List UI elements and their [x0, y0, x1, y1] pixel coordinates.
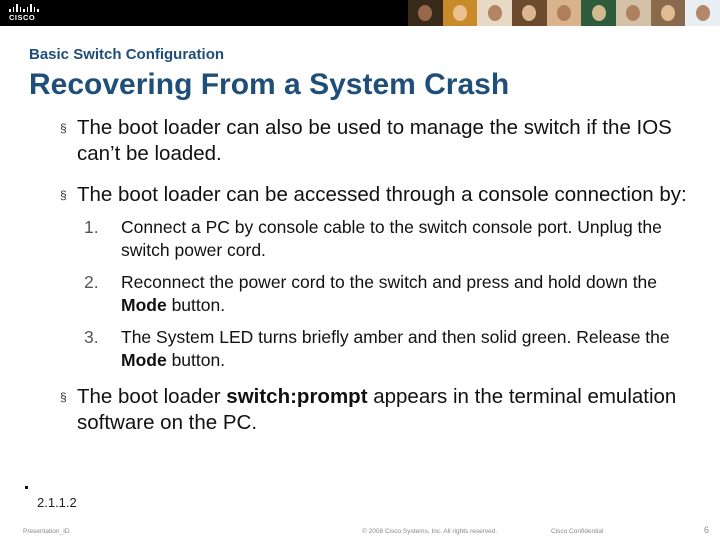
bullet-icon: §	[60, 121, 67, 135]
bullet-text-post: appears in the terminal emulation software on the PC.	[77, 385, 677, 434]
header-band	[0, 0, 720, 26]
header-photo	[477, 0, 512, 26]
curriculum-reference: 2.1.1.2	[37, 495, 77, 510]
step-text: Connect a PC by console cable to the switch console port. Unplug the switch power cord.	[121, 217, 662, 260]
person-face-icon	[592, 5, 606, 21]
cisco-bridge-icon	[9, 4, 41, 12]
small-dot	[25, 486, 28, 489]
step-text-bold: Mode	[121, 295, 167, 315]
slide-title: Recovering From a System Crash	[29, 68, 510, 101]
logo-text: CISCO	[9, 13, 36, 22]
step-item	[84, 216, 698, 262]
header-photo	[581, 0, 616, 26]
step-text-pre: The System LED turns briefly amber and then solid green. Release the	[121, 327, 670, 347]
bullet-text-pre: The boot loader	[77, 385, 227, 408]
step-number: 3.	[84, 327, 99, 347]
bullet-item	[58, 384, 698, 436]
bullet-text: The boot loader can be accessed through a console connection by:	[77, 183, 687, 206]
person-face-icon	[488, 5, 502, 21]
step-text-pre: Reconnect the power cord to the switch and press and hold down the	[121, 272, 658, 292]
bullet-item	[58, 115, 698, 167]
footer-copyright: © 2008 Cisco Systems, Inc. All rights reserved.	[362, 528, 498, 535]
header-photo	[685, 0, 720, 26]
header-photo	[616, 0, 651, 26]
step-number: 1.	[84, 217, 99, 237]
person-face-icon	[661, 5, 675, 21]
footer-confidential: Cisco Confidential	[551, 528, 604, 535]
step-text-post: button.	[166, 295, 226, 315]
slide-content	[58, 115, 698, 436]
header-photo	[408, 0, 443, 26]
header-photo	[512, 0, 547, 26]
bullet-text: The boot loader can also be used to manage the switch if the IOS can’t be loaded.	[77, 116, 672, 165]
person-face-icon	[557, 5, 571, 21]
header-photo-strip	[408, 0, 720, 26]
bullet-text-bold: switch:prompt	[226, 385, 368, 408]
numbered-steps	[84, 216, 698, 372]
page-number: 6	[704, 525, 710, 535]
step-item	[84, 271, 698, 317]
bullet-icon: §	[60, 188, 67, 202]
footer-presentation-id: Presentation_ID	[23, 528, 70, 535]
header-photo	[651, 0, 686, 26]
step-item	[84, 326, 698, 372]
cisco-logo	[9, 4, 41, 22]
person-face-icon	[626, 5, 640, 21]
person-face-icon	[418, 5, 432, 21]
person-face-icon	[522, 5, 536, 21]
step-number: 2.	[84, 272, 99, 292]
step-text-post: button.	[166, 350, 226, 370]
bullet-icon: §	[60, 390, 67, 404]
person-face-icon	[696, 5, 710, 21]
step-text-bold: Mode	[121, 350, 167, 370]
header-photo	[443, 0, 478, 26]
person-face-icon	[453, 5, 467, 21]
header-photo	[547, 0, 582, 26]
bullet-item	[58, 182, 698, 208]
section-label: Basic Switch Configuration	[29, 46, 225, 63]
